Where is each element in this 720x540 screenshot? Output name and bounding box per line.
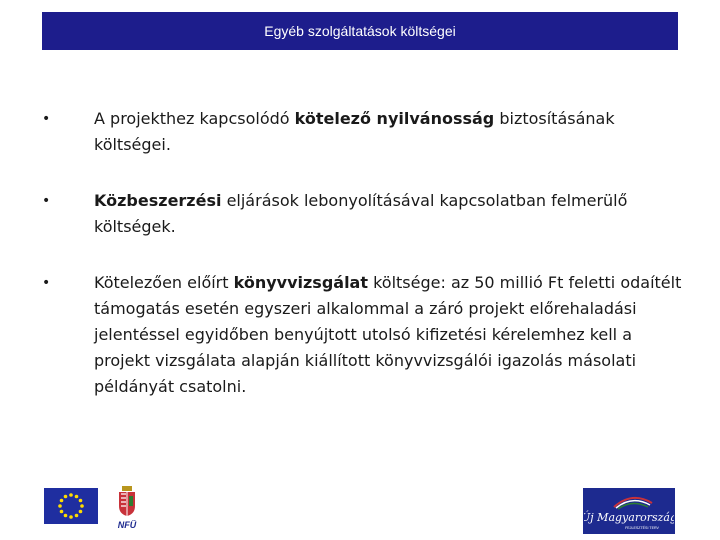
bullet-text-bold: könyvvizsgálat — [233, 273, 368, 292]
eu-flag-icon — [44, 488, 98, 524]
hungarian-crest-icon — [112, 486, 142, 530]
bullet-text-segment: biztosításának költségei. — [94, 109, 615, 154]
bullet-text — [94, 270, 689, 400]
bullet-marker: • — [42, 193, 51, 209]
bullet-marker: • — [42, 111, 51, 127]
bullet-text-segment: költsége: az 50 millió Ft feletti odaítélt támogatás esetén egyszeri alkalommal a záró projekt előrehaladási jelentéssel egyidőben benyújtott utolsó kifizetési kérelemhez kell a projekt vizsgálata alapján kiállított könyvvizsgálói igazolás másolati példányát csatolni. — [94, 273, 682, 396]
bullet-text-bold: kötelező nyilvánosság — [294, 109, 495, 128]
bullet-text-segment: Kötelezően előírt — [94, 273, 234, 292]
bullet-item — [40, 270, 690, 400]
bullet-list — [40, 106, 690, 400]
bullet-text-segment: A projekthez kapcsolódó — [94, 109, 295, 128]
bullet-text — [94, 106, 689, 158]
bullet-item — [40, 188, 690, 240]
uj-logo-text: Új Magyarország — [584, 511, 674, 524]
bullet-text-bold: Közbeszerzési — [94, 191, 222, 210]
uj-logo-subtext: FEJLESZTÉSI TERV — [625, 526, 659, 530]
bullet-text — [94, 188, 689, 240]
uj-magyarorszag-logo — [583, 488, 675, 534]
slide-title: Egyéb szolgáltatások költségei — [264, 23, 456, 39]
crest-caption: NFÜ — [117, 520, 137, 530]
bullet-marker: • — [42, 275, 51, 291]
bullet-text-segment: eljárások lebonyolításával kapcsolatban felmerülő költségek. — [94, 191, 628, 236]
bullet-item — [40, 106, 690, 158]
slide-title-bar — [42, 12, 678, 50]
